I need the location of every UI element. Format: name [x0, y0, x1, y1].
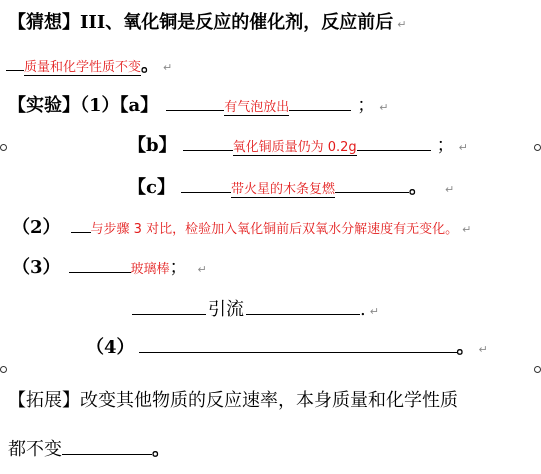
question-2-line	[12, 214, 471, 241]
experiment-a-line	[8, 92, 388, 119]
experiment-a-answer: 有气泡放出	[224, 100, 290, 115]
guess-answer: 质量和化学性质不变	[24, 60, 142, 75]
experiment-a-end: ；	[357, 95, 376, 116]
answer-blank	[6, 52, 24, 71]
extend-end: 。	[152, 439, 170, 460]
extend-text-2: 都不变	[8, 439, 62, 460]
answer-blank	[246, 296, 360, 315]
answer-blank	[71, 214, 91, 233]
answer-blank	[181, 174, 231, 193]
experiment-c-line	[128, 174, 454, 201]
answer-blank	[335, 174, 409, 193]
paragraph-mark-icon: ↵	[369, 305, 379, 318]
paragraph-mark-icon: ↵	[462, 223, 472, 236]
answer-blank	[139, 334, 457, 353]
extend-line-2	[8, 436, 170, 461]
extend-line-1	[8, 390, 458, 412]
question-4-label: （4）	[86, 337, 135, 358]
guess-line	[8, 12, 406, 36]
paragraph-mark-icon: ↵	[379, 101, 389, 114]
experiment-c-answer: 带火星的木条复燃	[230, 182, 335, 197]
guess-answer-line	[6, 52, 172, 79]
guess-end: 。	[141, 55, 160, 76]
answer-blank	[289, 92, 351, 111]
extend-text-1: 【拓展】改变其他物质的反应速率，本身质量和化学性质	[8, 390, 458, 411]
question-4-line	[86, 334, 488, 361]
experiment-b-label: 【b】	[128, 135, 177, 156]
answer-blank	[166, 92, 224, 111]
answer-blank	[183, 132, 233, 151]
paragraph-mark-icon: ↵	[478, 343, 488, 356]
experiment-c-label: 【c】	[128, 177, 175, 198]
paragraph-mark-icon: ↵	[163, 61, 173, 74]
paragraph-mark-icon: ↵	[397, 18, 407, 31]
answer-blank	[62, 436, 152, 455]
question-2-label: （2）	[12, 217, 61, 238]
answer-blank	[357, 132, 431, 151]
answer-blank	[132, 296, 206, 315]
paragraph-mark-icon: ↵	[444, 183, 455, 196]
question-3-answer: 玻璃棒	[130, 262, 170, 277]
question-2-answer: 与步骤 3 对比，检验加入氧化铜前后双氧水分解速度有无变化。	[90, 222, 459, 237]
margin-handle-icon	[0, 366, 7, 373]
experiment-b-end: ；	[436, 135, 455, 156]
experiment-prefix: 【实验】（1）【a】	[8, 95, 159, 116]
paragraph-mark-icon: ↵	[458, 141, 468, 154]
answer-blank	[69, 254, 131, 273]
margin-handle-icon	[534, 144, 541, 151]
question-3-line	[12, 254, 207, 281]
margin-handle-icon	[0, 144, 7, 151]
experiment-b-line	[128, 132, 468, 159]
question-3-mid-line	[132, 296, 379, 323]
question-3-label: （3）	[12, 257, 61, 278]
question-3-mid-text: 引流	[208, 299, 244, 320]
margin-handle-icon	[534, 366, 541, 373]
question-3-mid-end: .	[360, 299, 366, 320]
paragraph-mark-icon: ↵	[197, 263, 207, 276]
experiment-c-end: 。	[408, 177, 427, 198]
guess-prefix: 【猜想】III、氧化铜是反应的催化剂，反应前后	[8, 12, 394, 33]
experiment-b-answer: 氧化铜质量仍为 0.2g	[232, 140, 357, 155]
question-3-end: ；	[169, 257, 188, 278]
question-4-end: 。	[456, 337, 475, 358]
